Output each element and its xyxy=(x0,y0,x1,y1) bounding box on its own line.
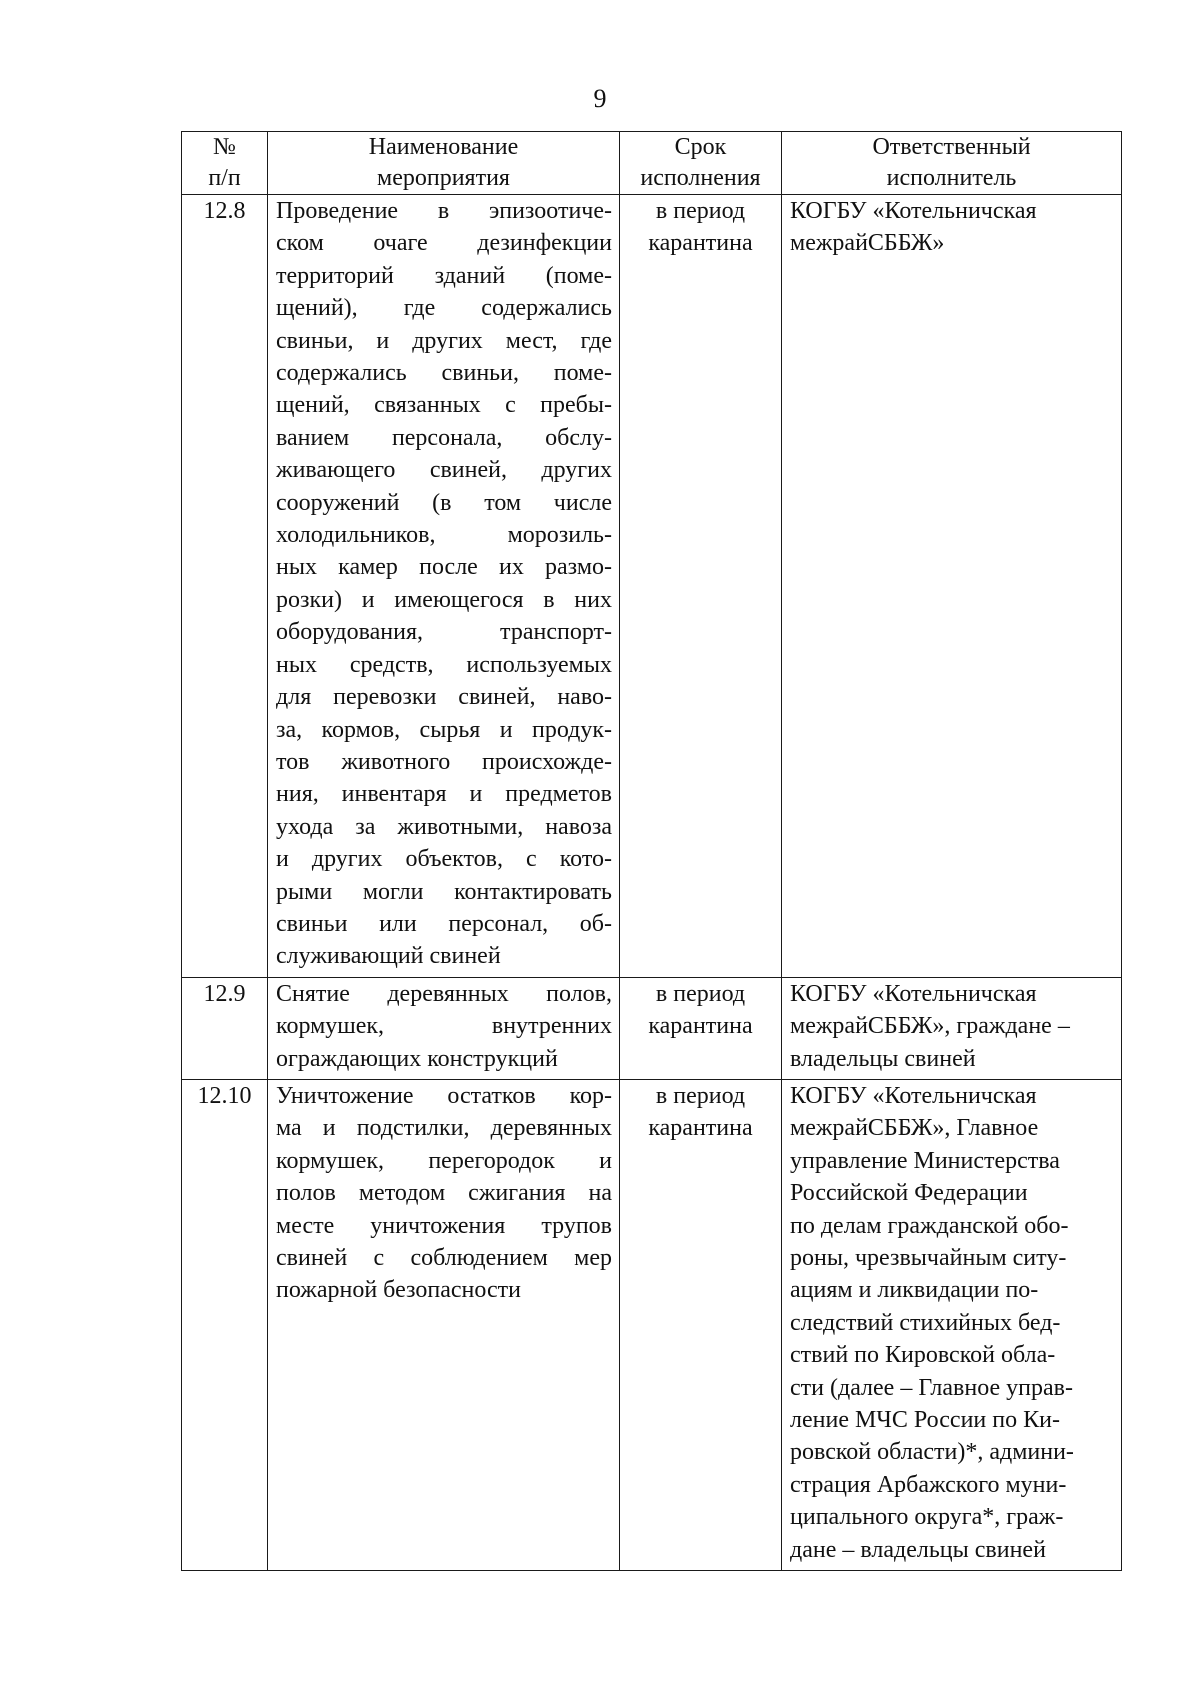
responsible-executor-line: ациям и ликвидации по- xyxy=(790,1277,1039,1304)
responsible-executor-line: ровской области)*, админи- xyxy=(790,1439,1074,1466)
measure-name-line: ных средств, используемых xyxy=(276,651,612,678)
measure-name-line: кормушек, внутренних xyxy=(276,1013,612,1040)
responsible-executor-line: управление Министерства xyxy=(790,1147,1060,1174)
header-number: № п/п xyxy=(182,132,268,195)
execution-term-line: в период xyxy=(655,1083,746,1109)
execution-term-line: в период xyxy=(655,198,746,224)
measure-name-line: кормушек, перегородок и xyxy=(276,1147,612,1174)
measure-name-line: ния, инвентаря и предметов xyxy=(276,781,612,808)
measure-name-line: свиньи или персонал, об- xyxy=(276,910,612,937)
measure-name-line: свиней с соблюдением мер xyxy=(276,1245,612,1272)
responsible-executor-line: страция Арбажского муни- xyxy=(790,1471,1067,1498)
measure-name-line: свиньи, и других мест, где xyxy=(276,327,612,354)
responsible-executor-line: сти (далее – Главное управ- xyxy=(790,1374,1073,1401)
responsible-executor-line: КОГБУ «Котельничская xyxy=(790,1083,1037,1109)
execution-term-line: карантина xyxy=(648,230,753,257)
measure-name-line: тов животного происхожде- xyxy=(276,748,612,775)
measures-table xyxy=(181,131,1122,1571)
measure-name-line: содержались свиньи, поме- xyxy=(276,360,612,387)
responsible-executor xyxy=(782,1080,1122,1571)
measure-name-line: ограждающих конструкций xyxy=(276,1045,558,1072)
measure-name-line: полов методом сжигания на xyxy=(276,1180,612,1207)
responsible-executor-line: межрайСББЖ», граждане – xyxy=(790,1013,1070,1040)
measure-name-line: живающего свиней, других xyxy=(276,457,612,484)
measure-name-line: и других объектов, с кото- xyxy=(276,846,612,873)
responsible-executor-line: КОГБУ «Котельничская xyxy=(790,198,1037,224)
responsible-executor-line: КОГБУ «Котельничская xyxy=(790,981,1037,1007)
execution-term xyxy=(620,1080,782,1571)
responsible-executor-line: межрайСББЖ», Главное xyxy=(790,1115,1039,1142)
measure-name-line: Уничтожение остатков кор- xyxy=(276,1083,612,1109)
responsible-executor-line: ление МЧС России по Ки- xyxy=(790,1407,1060,1434)
measure-name-line: за, кормов, сырья и продук- xyxy=(276,716,612,743)
execution-term-line: в период xyxy=(655,981,746,1007)
responsible-executor-line: Российской Федерации xyxy=(790,1180,1028,1207)
row-number: 12.9 xyxy=(182,978,268,1080)
measure-name-line: служивающий свиней xyxy=(276,943,501,970)
table-header-row xyxy=(182,132,1122,195)
header-responsible: Ответственный исполнитель xyxy=(782,132,1122,195)
measure-name-line: щений, связанных с пребы- xyxy=(276,392,612,419)
measure-name-line: Снятие деревянных полов, xyxy=(276,981,612,1007)
execution-term-line: карантина xyxy=(648,1013,753,1040)
responsible-executor xyxy=(782,978,1122,1080)
responsible-executor-line: дане – владельцы свиней xyxy=(790,1536,1046,1563)
page-number: 9 xyxy=(593,84,607,113)
row-number: 12.10 xyxy=(182,1080,268,1571)
measure-name-line: месте уничтожения трупов xyxy=(276,1212,612,1239)
measure-name-line: территорий зданий (поме- xyxy=(276,262,612,289)
row-number: 12.8 xyxy=(182,195,268,978)
measure-name-line: ных камер после их размо- xyxy=(276,554,612,581)
table-row xyxy=(182,195,1122,978)
responsible-executor-line: по делам гражданской обо- xyxy=(790,1212,1069,1239)
responsible-executor-line: владельцы свиней xyxy=(790,1045,976,1072)
measure-name-line: ванием персонала, обслу- xyxy=(276,424,612,451)
header-name: Наименование мероприятия xyxy=(268,132,620,195)
measure-name-line: оборудования, транспорт- xyxy=(276,619,612,646)
responsible-executor-line: следствий стихийных бед- xyxy=(790,1309,1061,1336)
execution-term xyxy=(620,195,782,978)
responsible-executor-line: роны, чрезвычайным ситу- xyxy=(790,1245,1067,1272)
execution-term-line: карантина xyxy=(648,1115,753,1142)
measure-name-line: рыми могли контактировать xyxy=(276,878,612,905)
measure-name-line: Проведение в эпизоотиче- xyxy=(276,198,612,224)
measure-name-line: розки) и имеющегося в них xyxy=(276,586,612,613)
measure-name-line: сооружений (в том числе xyxy=(276,489,612,516)
responsible-executor-line: ствий по Кировской обла- xyxy=(790,1342,1056,1369)
table-row xyxy=(182,1080,1122,1571)
measure-name-line: пожарной безопасности xyxy=(276,1277,521,1304)
execution-term xyxy=(620,978,782,1080)
measure-name-line: ухода за животными, навоза xyxy=(276,813,612,840)
header-term: Срок исполнения xyxy=(620,132,782,195)
measure-name-line: для перевозки свиней, наво- xyxy=(276,684,612,711)
table-row xyxy=(182,978,1122,1080)
responsible-executor-line: межрайСББЖ» xyxy=(790,230,945,257)
measure-name xyxy=(268,978,620,1080)
measure-name xyxy=(268,1080,620,1571)
measure-name-line: ма и подстилки, деревянных xyxy=(276,1115,612,1142)
measure-name-line: холодильников, морозиль- xyxy=(276,522,612,549)
measure-name-line: ском очаге дезинфекции xyxy=(276,230,612,257)
responsible-executor xyxy=(782,195,1122,978)
measure-name-line: щений), где содержались xyxy=(276,295,612,322)
responsible-executor-line: ципального округа*, граж- xyxy=(790,1504,1064,1531)
measure-name xyxy=(268,195,620,978)
